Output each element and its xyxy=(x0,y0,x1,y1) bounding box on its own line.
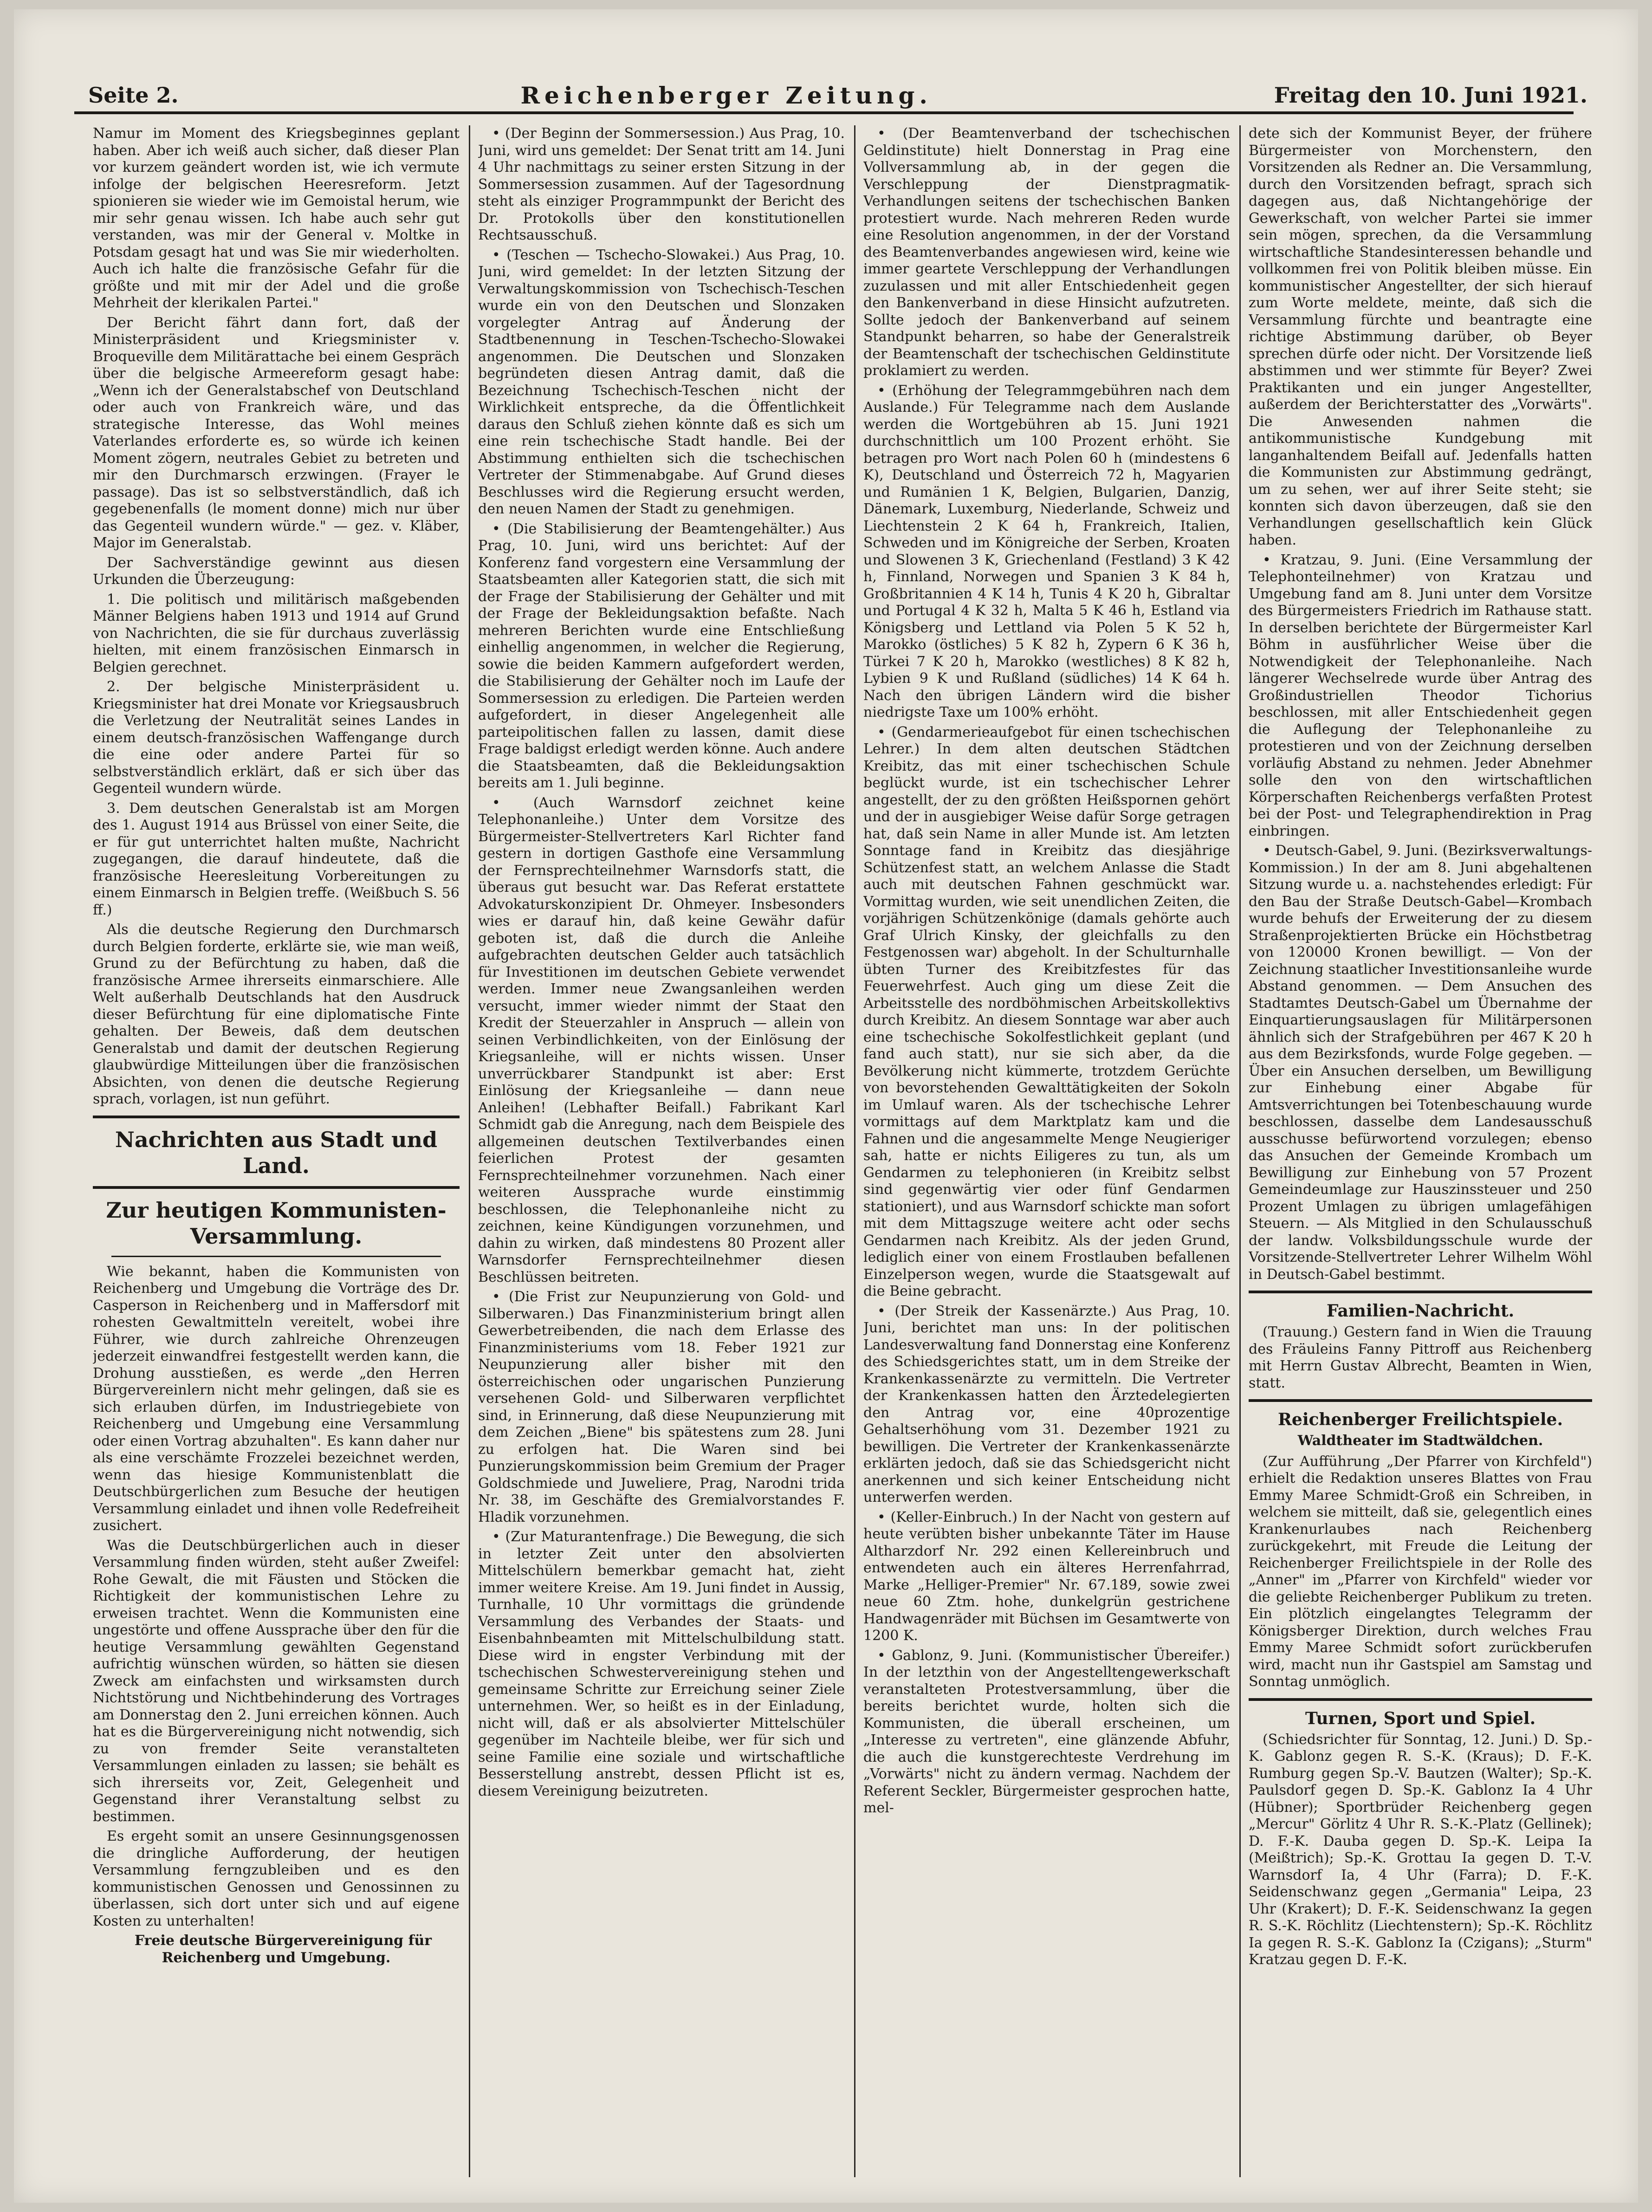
column-divider xyxy=(1239,125,1241,2177)
issue-date: Freitag den 10. Juni 1921. xyxy=(1274,83,1587,108)
paragraph: Der Sachverständige gewinnt aus diesen Urkunden die Überzeugung: xyxy=(93,554,460,588)
columns xyxy=(93,125,1592,2177)
section-rule xyxy=(1249,1291,1592,1293)
paragraph: Als die deutsche Regierung den Durchmarsch durch Belgien forderte, erklärte sie, wie man weiß, Grund zu der Befürchtung zu haben, daß die französische Armee ihrerseits einmarschiere. Alle Welt außerhalb Deutschlands hat den Ausdruck dieser Befürchtung für eine diplomatische Finte gehalten. Der Beweis, daß dem deutschen Generalstab und damit der deutschen Regierung glaubwürdige Mitteilungen über die französischen Absichten, von denen die deutsche Regierung sprach, vorlagen, ist nun geführt. xyxy=(93,921,460,1107)
news-item: dete sich der Kommunist Beyer, der frühere Bürgermeister von Morchenstern, den Vorsitzenden als Redner an. Die Versammlung, durch den Vorsitzenden befragt, sprach sich dagegen aus, daß Nichtangehörige der Gewerkschaft, von welcher Partei sie immer sein mögen, sprechen, da die Versammlung wirtschaftliche Standesinteressen behandle und vollkommen frei von Politik bleiben müsse. Ein kommunistischer Angestellter, der sich hierauf zum Worte meldete, meinte, daß sich die Versammlung fürchte und beantragte eine richtige Abstimmung darüber, ob Beyer sprechen dürfe oder nicht. Der Vorsitzende ließ abstimmen und wer stimmte für Beyer? Zwei Praktikanten und ein junger Angestellter, außerdem der Berichterstatter des „Vorwärts". Die Anwesenden nahmen die antikommunistische Kundgebung mit langanhaltendem Beifall auf. Jedenfalls hatten die Kommunisten zur Abstimmung gedrängt, um zu sehen, wer auf ihrer Seite steht; sie konnten sich davon überzeugen, daß sie den Verhandlungen gesellschaftlich kein Glück haben. xyxy=(1249,125,1592,548)
news-item: • (Erhöhung der Telegrammgebühren nach dem Auslande.) Für Telegramme nach dem Auslande werden die Wortgebühren ab 15. Juni 1921 durchschnittlich um 100 Prozent erhöht. Sie betragen pro Wort nach Polen 60 h (mindestens 6 K), Deutschland und Österreich 72 h, Magyarien und Rumänien 1 K, Belgien, Bulgarien, Danzig, Dänemark, Luxemburg, Niederlande, Schweiz und Liechtenstein 2 K 64 h, Frankreich, Italien, Schweden und im Königreiche der Serben, Kroaten und Slowenen 3 K, Griechenland (Festland) 3 K 42 h, Finnland, Norwegen und Spanien 3 K 84 h, Großbritannien 4 K 14 h, Tunis 4 K 20 h, Gibraltar und Portugal 4 K 32 h, Malta 5 K 46 h, Estland via Königsberg und Lettland via Polen 5 K 52 h, Marokko (östliches) 5 K 82 h, Zypern 6 K 36 h, Türkei 7 K 20 h, Marokko (westliches) 8 K 82 h, Lybien 9 K und Rußland (südliches) 14 K 64 h. Nach den übrigen Ländern wird die bisher niedrigste Taxe um 100% erhöht. xyxy=(863,382,1230,720)
column-3 xyxy=(863,125,1230,2177)
paragraph: 2. Der belgische Ministerpräsident u. Kriegsminister hat drei Monate vor Kriegsausbruch die Verletzung der Neutralität seines Landes in einem deutsch-französischen Waffengange durch die eine oder andere Partei für so selbstverständlich erklärt, daß er sich über das Gegenteil wundern würde. xyxy=(93,679,460,797)
news-item: • (Die Stabilisierung der Beamtengehälter.) Aus Prag, 10. Juni, wird uns berichtet: Auf der Konferenz fand vorgestern eine Versammlung der Staatsbeamten aller Kategorien statt, die sich mit der Frage der Stabilisierung der Gehälter und mit der Frage der Bekleidungsaktion befaßte. Nach mehreren Berichten wurde eine Entschließung einhellig angenommen, in welcher die Regierung, sowie die beiden Kammern aufgefordert werden, die Stabilisierung der Gehälter noch im Laufe der Sommersession zu erledigen. Die Parteien werden aufgefordert, in dieser Angelegenheit alle parteipolitischen fallen zu lassen, damit diese Frage baldigst erledigt werden könne. Auch andere die Staatsbeamten, daß die Bekleidungsaktion bereits am 1. Juli beginne. xyxy=(478,520,845,791)
paragraph: Wie bekannt, haben die Kommunisten von Reichenberg und Umgebung die Vorträge des Dr. Casperson in Reichenberg und in Maffersdorf mit rohesten Gewaltmitteln vereitelt, wobei ihre Führer, wie durch zahlreiche Ohrenzeugen jederzeit einwandfrei festgestellt werden kann, die Drohung ausstießen, es werde „den Herren Bürgervereinlern nicht mehr gelingen, daß sie es sich erlauben dürfen, im Industriegebiete von Reichenberg und Umgebung eine Versammlung oder einen Vortrag abzuhalten". Es kann daher nur als eine verschämte Frozzelei bezeichnet werden, wenn das hiesige Kommunistenblatt die Deutschbürgerlichen zum Besuche der heutigen Versammlung einladet und ihnen volle Redefreiheit zusichert. xyxy=(93,1263,460,1534)
news-item: • (Keller-Einbruch.) In der Nacht von gestern auf heute verübten bisher unbekannte Täter im Hause Altharzdorf Nr. 292 einen Kellereinbruch und entwendeten auch ein älteres Herrenfahrrad, Marke „Helliger-Premier" Nr. 67.189, sowie zwei neue 60 Ztm. hohe, dunkelgrün gestrichene Handwagenräder mit Büchsen im Gesamtwerte von 1200 K. xyxy=(863,1509,1230,1644)
column-2 xyxy=(478,125,845,2177)
signature: Freie deutsche Bürgervereinigung für Reichenberg und Umgebung. xyxy=(134,1933,432,1966)
headline-rule xyxy=(111,1256,441,1257)
open-air-theatre-heading: Reichenberger Freilichtspiele. xyxy=(1278,1410,1563,1429)
paragraph: Es ergeht somit an unsere Gesinnungsgenossen die dringliche Aufforderung, der heutigen Versammlung ferngzubleiben und es den kommunistischen Genossen und Genossinnen zu überlassen, sich dort unter sich und auf eigene Kosten zu unterhalten! xyxy=(93,1828,460,1929)
news-item: • (Zur Maturantenfrage.) Die Bewegung, die sich in letzter Zeit unter den absolvierten Mittelschülern bemerkbar gemacht hat, zieht immer weitere Kreise. Am 19. Juni findet in Aussig, Turnhalle, 10 Uhr vormittags die gründende Versammlung des Verbandes der Staats- und Eisenbahnbeamten mit Mittelschulbildung statt. Diese wird in engster Verbindung mit der tschechischen Schwestervereinigung stehen und gemeinsame Schritte zur Erreichung seiner Ziele unternehmen. Wer, so heißt es in der Einladung, nicht will, daß er als absolvierter Mittelschüler gegenüber im Nachteile bleibe, wer für sich und seine Familie eine soziale und wirtschaftliche Besserstellung anstrebt, dessen Pflicht ist es, diesem Vereinigung beizutreten. xyxy=(478,1529,845,1799)
news-item: • (Der Beginn der Sommersession.) Aus Prag, 10. Juni, wird uns gemeldet: Der Senat tritt am 14. Juni 4 Uhr nachmittags zu seiner ersten Sitzung in der Sommersession zusammen. Auf der Tagesordnung steht als einziger Programmpunkt der Bericht des Dr. Protokolls über den konstitutionellen Rechtsausschuß. xyxy=(478,125,845,243)
news-item: • (Die Frist zur Neupunzierung von Gold- und Silberwaren.) Das Finanzministerium bringt allen Gewerbetreibenden, die nach dem Erlasse des Finanzministeriums vom 18. Feber 1921 zur Neupunzierung aller bisher mit den österreichischen oder ungarischen Punzierung versehenen Gold- und Silberwaren verpflichtet sind, in Erinnerung, daß diese Neupunzierung mit dem Zeichen „Biene" bis spätestens zum 28. Juni zu erfolgen hat. Die Waren sind bei Punzierungskommission beim Gremium der Prager Goldschmiede und Juweliere, Prag, Narodni trida Nr. 38, im Geschäfte des Gremialvorstandes F. Hladik vorzunehmen. xyxy=(478,1289,845,1525)
news-item: (Schiedsrichter für Sonntag, 12. Juni.) D. Sp.-K. Gablonz gegen R. S.-K. (Kraus); D. F.-K. Rumburg gegen Sp.-V. Bautzen (Walter); Sp.-K. Paulsdorf gegen D. Sp.-K. Gablonz Ia 4 Uhr (Hübner); Sportbrüder Reichenberg gegen „Mercur" Görlitz 4 Uhr R. S.-K.-Platz (Gellinek); D. F.-K. Dauba gegen D. Sp.-K. Leipa Ia (Meißtrich); Sp.-K. Grottau Ia gegen D. T.-V. Warnsdorf Ia, 4 Uhr (Farra); D. F.-K. Seidenschwanz gegen „Germania" Leipa, 23 Uhr (Krakert); D. F.-K. Seidenschwanz Ia gegen R. S.-K. Röchlitz (Liechtenstern); Sp.-K. Röchlitz Ia gegen R. S.-K. Gablonz Ia (Czigans); „Sturm" Kratzau gegen D. F.-K. xyxy=(1249,1731,1592,1968)
paragraph: Der Bericht fährt dann fort, daß der Ministerpräsident und Kriegsminister v. Broqueville dem Militärattache bei einem Gespräch über die belgische Armeereform gesagt habe: „Wenn ich der Generalstabschef von Deutschland oder auch von Frankreich wäre, und das strategische Interesse, das Wohl meines Vaterlandes erforderte es, so würde ich keinen Moment zögern, neutrales Gebiet zu betreten und mir den Durchmarsch erzwingen. (Frayer le passage). Das ist so selbstverständlich, daß ich gegebenenfalls (le moment donne) mich nur über das Gegenteil wundern würde." — gez. v. Kläber, Major im Generalstab. xyxy=(93,314,460,551)
column-1 xyxy=(93,125,460,2177)
news-item: • (Der Beamtenverband der tschechischen Geldinstitute) hielt Donnerstag in Prag eine Vollversammlung ab, in der gegen die Verschleppung der Dienstpragmatik-Verhandlungen seitens der tschechischen Banken protestiert wurde. Nach mehreren Reden wurde eine Resolution angenommen, in der der Vorstand des Beamtenverbandes angewiesen wird, keine wie immer geartete Verschleppung der Verhandlungen zuzulassen und mit aller Entschiedenheit gegen den Bankenverband in diese Hinsicht aufzutreten. Sollte jedoch der Bankenverband auf seinem Standpunkt beharren, so habe der Generalstreik der Beamtenschaft der tschechischen Geldinstitute proklamiert zu werden. xyxy=(863,125,1230,379)
news-item: • (Der Streik der Kassenärzte.) Aus Prag, 10. Juni, berichtet man uns: In der politischen Landesverwaltung fand Donnerstag eine Konferenz des Schiedsgerichtes statt, um in dem Streike der Krankenkassenärzte zu vermitteln. Die Vertreter der Krankenkassen hatten den Ärztedelegierten den Antrag vor, eine 40prozentige Gehaltserhöhung vom 31. Dezember 1921 zu bewilligen. Die Vertreter der Krankenkassenärzte erklärten jedoch, daß sie das Schiedsgericht nicht anerkennen und sich keiner Entscheidung nicht unterwerfen werden. xyxy=(863,1303,1230,1505)
section-rule xyxy=(1249,1399,1592,1402)
news-item: • Gablonz, 9. Juni. (Kommunistischer Übereifer.) In der letzthin von der Angestelltengewerkschaft veranstalteten Protestversammlung, über die bereits berichtet wurde, holten sich die Kommunisten, die überall erscheinen, um „Interesse zu vertreten", eine glänzende Abfuhr, die auch die kunstgerechteste Verdrehung im „Vorwärts" nicht zu ändern vermag. Nachdem der Referent Seckler, Bürgermeister gesprochen hatte, mel- xyxy=(863,1647,1230,1816)
news-item: • Kratzau, 9. Juni. (Eine Versammlung der Telephonteilnehmer) von Kratzau und Umgebung fand am 8. Juni unter dem Vorsitze des Bürgermeisters Friedrich im Rathause statt. In derselben berichtete der Bürgermeister Karl Böhm in ausführlicher Weise über die Notwendigkeit der Telephonanleihe. Nach längerer Wechselrede wurde über Antrag des Großindustriellen Theodor Tichorius beschlossen, mit aller Entschiedenheit gegen die Auflegung der Telephonanleihe zu protestieren und von der Zeichnung derselben vorläufig Abstand zu nehmen. Jeder Abnehmer solle den von den wirtschaftlichen Körperschaften Reichenbergs verfaßten Protest bei der Post- und Telegraphendirektion in Prag einbringen. xyxy=(1249,551,1592,839)
masthead xyxy=(88,79,1587,111)
section-heading: Nachrichten aus Stadt und Land. xyxy=(115,1127,438,1178)
paragraph: 1. Die politisch und militärisch maßgebenden Männer Belgiens haben 1913 und 1914 auf Grund von Nachrichten, die sie für durchaus zuverlässig hielten, mit einem französischen Einmarsch in Belgien gerechnet. xyxy=(93,591,460,675)
family-news-heading: Familien-Nachricht. xyxy=(1326,1301,1515,1321)
column-divider xyxy=(469,125,470,2177)
sports-heading: Turnen, Sport und Spiel. xyxy=(1305,1708,1536,1728)
section-rule xyxy=(93,1116,460,1118)
newspaper-title: Reichenberger Zeitung. xyxy=(520,81,932,109)
paragraph: Namur im Moment des Kriegsbeginnes geplant haben. Aber ich weiß auch sicher, daß dieser Plan vor kurzem geändert worden ist, wie ich vermute infolge der belgischen Heeresreform. Jetzt spionieren sie wieder wie im Gemoistal herum, wie mir sehr genau wissen. Ich habe auch sehr gut verstanden, was mir der General v. Moltke in Potsdam gesagt hat und was Sie mir wiederholten. Auch ich halte die französische Gefahr für die größte und mit mir der Adel und die große Mehrheit der klerikalen Partei." xyxy=(93,125,460,311)
column-4 xyxy=(1249,125,1592,2177)
article-headline: Zur heutigen Kommunisten-Versammlung. xyxy=(106,1197,447,1249)
section-rule xyxy=(1249,1698,1592,1701)
page-number: Seite 2. xyxy=(88,83,179,108)
news-item: • (Gendarmerieaufgebot für einen tschechischen Lehrer.) In dem alten deutschen Städtchen Kreibitz, das mit einer tschechischen Schule beglückt wurde, ist ein tschechischer Lehrer angestellt, der zu den größten Heißspornen gehört und der in ausgiebiger Weise dafür Sorge getragen hat, daß sein Name in aller Munde ist. Am letzten Sonntage fand in Kreibitz das diesjährige Schützenfest statt, an welchem Anlasse die Stadt auch mit deutschen Fahnen geschmückt war. Vormittag wurden, wie seit unendlichen Zeiten, die vorjährigen Schützenkönige (damals gehörte auch Graf Ulrich Kinsky, der gleichfalls zu den Festgenossen war) abgeholt. In der Schulturnhalle übten Turner des Kreibitzfestes für das Feuerwehrfest. Auch ging um diese Zeit die Arbeitsstelle des nordböhmischen Arbeitskollektivs durch Kreibitz. An diesem Sonntage war aber auch eine tschechische Sokolfestlichkeit geplant (und fand auch statt), nur sie sich aber, da die Bevölkerung nicht kümmerte, trotzdem Gerüchte von bevorstehenden Gewalttätigkeiten der Sokoln im Umlauf waren. Als der tschechische Lehrer vormittags auf dem Marktplatz kam und die Fahnen und die angesammelte Menge Neugieriger sah, hatte er nichts Eiligeres zu tun, als um Gendarmen zu telephonieren (in Kreibitz selbst sind gegenwärtig vier oder fünf Gendarmen stationiert), und aus Warnsdorf schickte man sofort mit dem Mittagszuge weitere acht oder sechs Gendarmen nach Kreibitz. Als der jeden Grund, lediglich einer von einem Frostlauben befallenen Einzelperson wegen, wurde die Staatsgewalt auf die Beine gebracht. xyxy=(863,724,1230,1299)
paragraph: 3. Dem deutschen Generalstab ist am Morgen des 1. August 1914 aus Brüssel von einer Seite, die er für gut unterrichtet halten mußte, Nachricht zugegangen, die darauf hindeutete, daß die französische Heeresleitung Vorbereitungen zu einem Einmarsch in Belgien treffe. (Weißbuch S. 56 ff.) xyxy=(93,800,460,918)
news-item: (Zur Aufführung „Der Pfarrer von Kirchfeld") erhielt die Redaktion unseres Blattes von Frau Emmy Maree Schmidt-Groß ein Schreiben, in welchem sie mitteilt, daß sie, gelegentlich eines Krankenurlaubes nach Reichenberg zurückgekehrt, mit Freude die Leitung der Reichenberger Freilichtspiele in der Rolle des „Anner" im „Pfarrer von Kirchfeld" wieder vor die geliebte Reichenberger Publikum zu treten. Ein plötzlich eingelangtes Telegramm der Königsberger Direktion, durch welches Frau Emmy Maree Schmidt sofort zurückberufen wird, macht nun ihr Gastspiel am Samstag und Sonntag unmöglich. xyxy=(1249,1453,1592,1690)
news-item: • (Teschen — Tschecho-Slowakei.) Aus Prag, 10. Juni, wird gemeldet: In der letzten Sitzung der Verwaltungskommission von Tschechisch-Teschen wurde ein von den Deutschen und Slonzaken vorgelegter Antrag auf Änderung der Stadtbenennung in Teschen-Tschecho-Slowakei angenommen. Die Deutschen und Slonzaken begründeten diesen Antrag damit, daß die Bezeichnung Tschechisch-Teschen nicht der Wirklichkeit entspreche, da die Öffentlichkeit daraus den Schluß ziehen könnte daß es sich um eine rein tschechische Stadt handle. Bei der Abstimmung enthielten sich die tschechischen Vertreter der Stimmenabgabe. Auf Grund dieses Beschlusses wird die Regierung ersucht werden, den neuen Namen der Stadt zu genehmigen. xyxy=(478,246,845,517)
open-air-theatre-subheading: Waldtheater im Stadtwäldchen. xyxy=(1297,1433,1543,1449)
news-item: (Trauung.) Gestern fand in Wien die Trauung des Fräuleins Fanny Pittroff aus Reichenberg mit Herrn Gustav Albrecht, Beamten in Wien, statt. xyxy=(1249,1324,1592,1391)
section-rule xyxy=(93,1186,460,1189)
news-item: • (Auch Warnsdorf zeichnet keine Telephonanleihe.) Unter dem Vorsitze des Bürgermeister-Stellvertreters Karl Richter fand gestern in dortigen Gasthofe eine Versammlung der Fernsprechteilnehmer Warnsdorfs statt, die überaus gut besucht war. Das Referat erstattete Advokaturskonzipient Dr. Ohmeyer. Insbesonders wies er darauf hin, daß keine Gewähr dafür geboten ist, daß die durch die Anleihe aufgebrachten deutschen Gelder auch tatsächlich für Investitionen im deutschen Gebiete verwendet werden. Immer neue Zwangsanleihen werden versucht, immer wieder nimmt der Staat den Kredit der Steuerzahler in Anspruch — allein von seinen Verbindlichkeiten, von der Einlösung der Kriegsanleihe, will er nichts wissen. Unser unverrückbarer Standpunkt ist aber: Erst Einlösung der Kriegsanleihe — dann neue Anleihen! (Lebhafter Beifall.) Fabrikant Karl Schmidt gab die Anregung, nach dem Beispiele des allgemeinen deutschen Textilverbandes einen feierlichen Protest der gesamten Fernsprechteilnehmer vorzunehmen. Nach einer weiteren Aussprache wurde einstimmig beschlossen, die Telephonanleihe nicht zu zeichnen, keine Kündigungen vorzunehmen, und dahin zu wirken, daß mindestens 80 Prozent aller Warnsdorfer Fernsprechteilnehmer diesen Beschlüssen beitreten. xyxy=(478,794,845,1285)
column-divider xyxy=(854,125,855,2177)
paragraph: Was die Deutschbürgerlichen auch in dieser Versammlung finden würden, steht außer Zweifel: Rohe Gewalt, die mit Fäusten und Stöcken die Richtigkeit der kommunistischen Lehre zu erweisen trachtet. Wenn die Kommunisten eine ungestörte und offene Aussprache über den für die heutige Versammlung gewählten Gegenstand aufrichtig wünschen würden, so hätten sie diesen Zweck am einfachsten und wirksamsten durch Nichtstörung und Nichtbehinderung des Vortrages am Donnerstag den 2. Juni erreichen können. Auch hat es die Bürgervereinigung nicht notwendig, sich zu von fremder Seite veranstalteten Versammlungen einladen zu lassen; sie behält es sich ihrerseits vor, Zeit, Gelegenheit und Gegenstand ihrer Veranstaltung selbst zu bestimmen. xyxy=(93,1537,460,1825)
news-item: • Deutsch-Gabel, 9. Juni. (Bezirksverwaltungs-Kommission.) In der am 8. Juni abgehaltenen Sitzung wurde u. a. nachstehendes erledigt: Für den Bau der Straße Deutsch-Gabel—Krombach wurde behufs der Erweiterung der zu diesem Straßenprojektierten Brücke ein Höchstbetrag von 120000 Kronen bewilligt. — Von der Zeichnung staatlicher Investitionsanleihe wurde Abstand genommen. — Dem Ansuchen des Stadtamtes Deutsch-Gabel um Übernahme der Einquartierungsauslagen für Militärpersonen ähnlich sich der Strafgebühren per 467 K 20 h aus dem Bezirksfonds, wurde Folge gegeben. — Über ein Ansuchen derselben, um Bewilligung zur Einhebung einer Abgabe für Amtsverrichtungen bei Totenbeschauung wurde beschlossen, dasselbe dem Landesausschuß ausschusse befürwortend vorzulegen; ebenso das Ansuchen der Gemeinde Krombach um Bewilligung zur Einhebung von 57 Prozent Gemeindeumlage zur Hauszinssteuer und 250 Prozent Umlagen zu übrigen umlagefähigen Steuern. — Als Mitglied in den Schulausschuß der landw. Volksbildungsschule wurde der Vorsitzende-Stellvertreter Lehrer Wilhelm Wöhl in Deutsch-Gabel bestimmt. xyxy=(1249,843,1592,1283)
masthead-rule xyxy=(74,111,1574,114)
